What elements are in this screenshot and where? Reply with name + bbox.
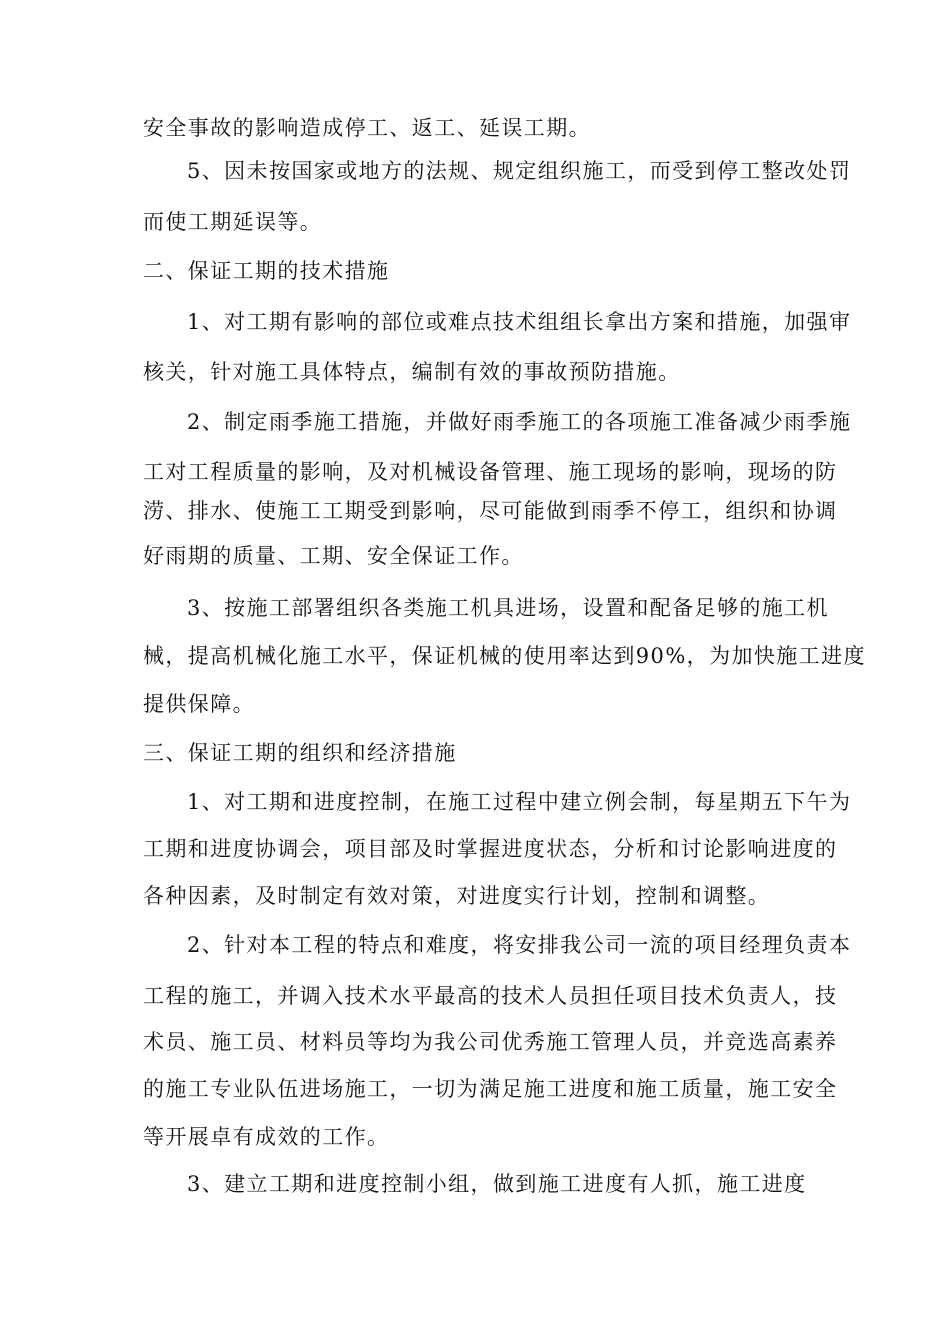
section-heading: 二、保证工期的技术措施 xyxy=(143,259,390,283)
text-line: 工程的施工，并调入技术水平最高的技术人员担任项目技术负责人，技 xyxy=(143,984,838,1008)
text-line: 等开展卓有成效的工作。 xyxy=(143,1125,390,1149)
text-line: 提供保障。 xyxy=(143,692,255,716)
text-line: 术员、施工员、材料员等均为我公司优秀施工管理人员，并竞选高素养 xyxy=(143,1030,838,1054)
text-line: 5、因未按国家或地方的法规、规定组织施工，而受到停工整改处罚 xyxy=(187,159,852,183)
text-line: 各种因素，及时制定有效对策，对进度实行计划，控制和调整。 xyxy=(143,884,771,908)
text-line: 2、制定雨季施工措施，并做好雨季施工的各项施工准备减少雨季施 xyxy=(187,410,852,434)
text-line: 2、针对本工程的特点和难度，将安排我公司一流的项目经理负责本 xyxy=(187,933,852,957)
text-line: 工期和进度协调会，项目部及时掌握进度状态，分析和讨论影响进度的 xyxy=(143,837,838,861)
text-line: 1、对工期和进度控制，在施工过程中建立例会制，每星期五下午为 xyxy=(187,790,852,814)
text-line: 而使工期延误等。 xyxy=(143,210,323,234)
text-line: 1、对工期有影响的部位或难点技术组组长拿出方案和措施，加强审 xyxy=(187,310,852,334)
text-line: 3、按施工部署组织各类施工机具进场，设置和配备足够的施工机 xyxy=(187,596,829,620)
text-line: 工对工程质量的影响，及对机械设备管理、施工现场的影响，现场的防 xyxy=(143,460,838,484)
text-line: 械，提高机械化施工水平，保证机械的使用率达到90%，为加快施工进度 xyxy=(143,644,866,668)
text-line: 好雨期的质量、工期、安全保证工作。 xyxy=(143,544,524,568)
text-line: 涝、排水、使施工工期受到影响，尽可能做到雨季不停工，组织和协调 xyxy=(143,499,838,523)
section-heading: 三、保证工期的组织和经济措施 xyxy=(143,741,457,765)
text-line: 的施工专业队伍进场施工，一切为满足施工进度和施工质量，施工安全 xyxy=(143,1077,838,1101)
text-line: 核关，针对施工具体特点，编制有效的事故预防措施。 xyxy=(143,360,681,384)
text-line: 3、建立工期和进度控制小组，做到施工进度有人抓，施工进度 xyxy=(187,1172,807,1196)
text-line: 安全事故的影响造成停工、返工、延误工期。 xyxy=(143,116,591,140)
